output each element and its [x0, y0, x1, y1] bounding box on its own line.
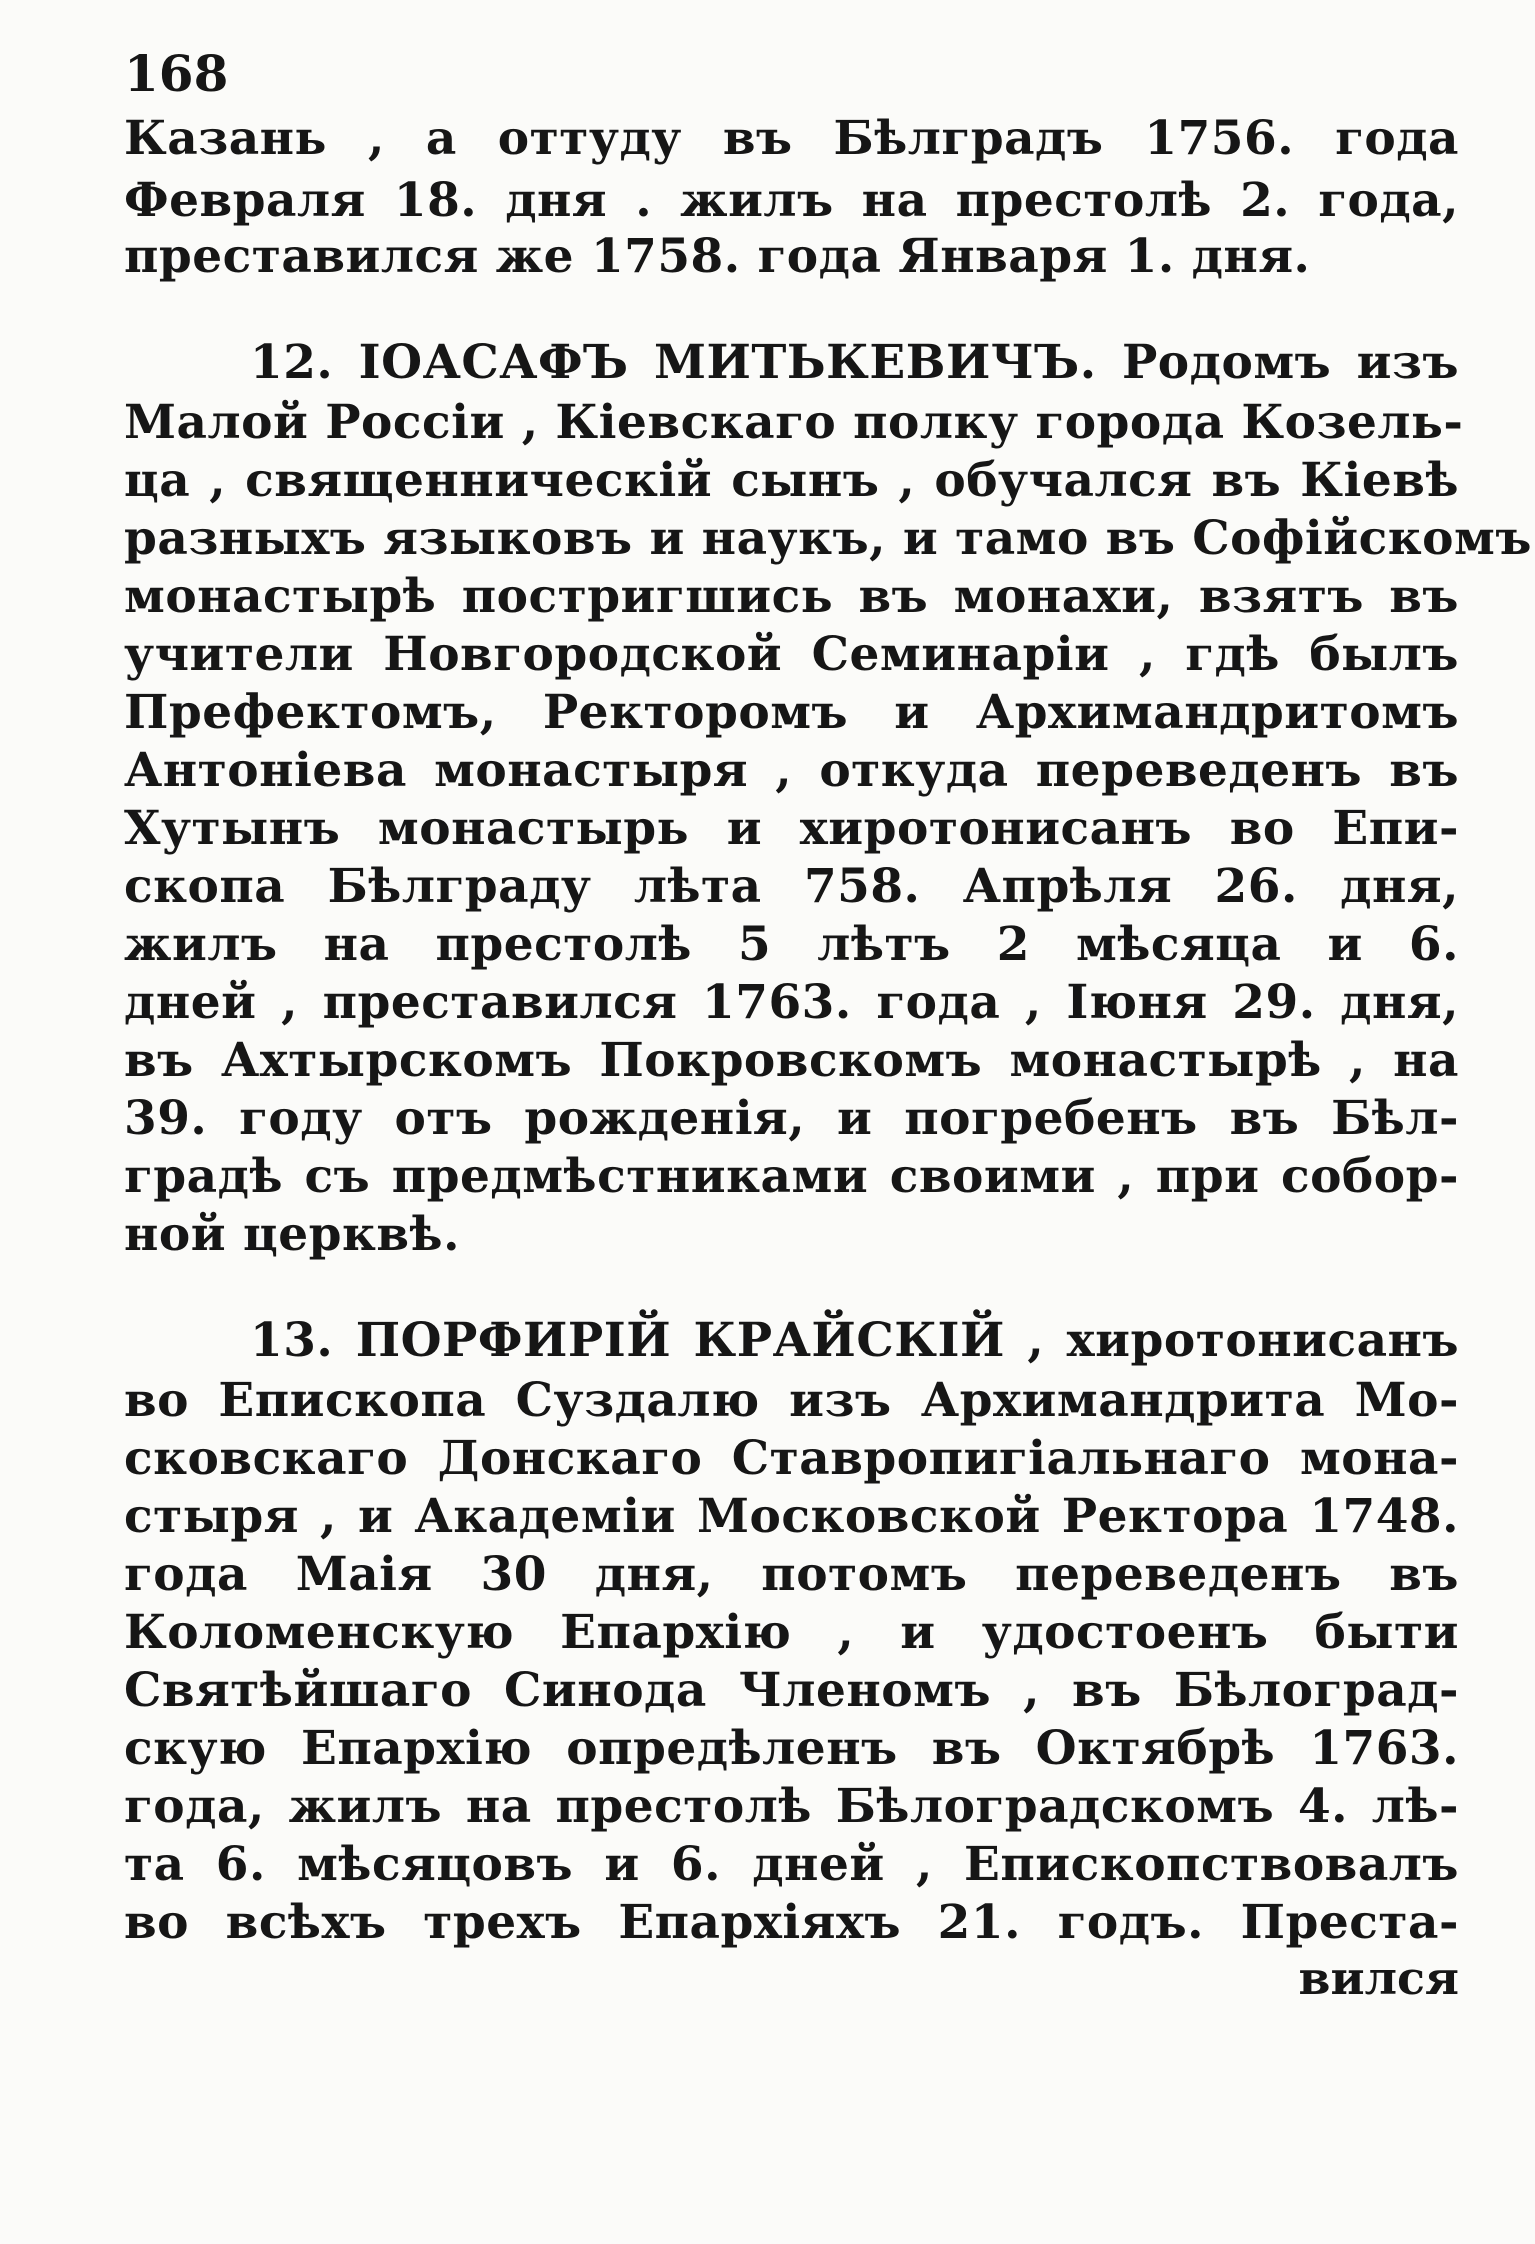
text-line: стыря , и Академiи Московской Ректора 1748.: [124, 1489, 1459, 1544]
text-line: ца , священническiй сынъ , обучался въ Кiевѣ: [124, 453, 1459, 508]
text-line: монастырѣ постригшись въ монахи, взятъ въ: [124, 569, 1459, 624]
text-line: Антонiева монастыря , откуда переведенъ въ: [124, 743, 1459, 798]
text-line: года Маiя 30 дня, потомъ переведенъ въ: [124, 1547, 1459, 1602]
text-line: разныхъ языковъ и наукъ, и тамо въ Софiйскомъ: [124, 511, 1532, 566]
text-line: скопа Бѣлграду лѣта 758. Апрѣля 26. дня,: [124, 859, 1459, 914]
text-line: Святѣйшаго Синода Членомъ , въ Бѣлоград-: [124, 1663, 1459, 1718]
catchword: вился: [1298, 1951, 1459, 2005]
paragraph-heading-line: 12. IОАСАФЪ МИТЬКЕВИЧЪ. Родомъ изъ: [250, 335, 1459, 390]
text-line: сковскаго Донскаго Ставропигiальнаго мона-: [124, 1431, 1459, 1486]
text-line: во Епископа Суздалю изъ Архимандрита Мо-: [124, 1373, 1459, 1428]
page-number: 168: [124, 44, 229, 103]
text-line: Хутынъ монастырь и хиротонисанъ во Епи-: [124, 801, 1459, 856]
text-line: Февраля 18. дня . жилъ на престолѣ 2. года,: [124, 173, 1459, 228]
text-line: Малой Россiи , Кiевскаго полку города Козель-: [124, 395, 1464, 450]
text-line: градѣ съ предмѣстниками своими , при собор-: [124, 1149, 1459, 1204]
text-line: та 6. мѣсяцовъ и 6. дней , Епископствовалъ: [124, 1837, 1459, 1892]
text-line: преставился же 1758. года Января 1. дня.: [124, 229, 1311, 284]
paragraph-heading-line: 13. ПОРФИРIЙ КРАЙСКIЙ , хиротонисанъ: [250, 1313, 1459, 1368]
text-line: ной церквѣ.: [124, 1207, 460, 1262]
text-line: дней , преставился 1763. года , Iюня 29. дня,: [124, 975, 1459, 1030]
text-line: Коломенскую Епархiю , и удостоенъ быти: [124, 1605, 1459, 1660]
text-line: Казань , а оттуду въ Бѣлградъ 1756. года: [124, 111, 1459, 166]
text-line: Префектомъ, Ректоромъ и Архимандритомъ: [124, 685, 1459, 740]
text-line: жилъ на престолѣ 5 лѣтъ 2 мѣсяца и 6.: [124, 917, 1459, 972]
text-line: учители Новгородской Семинарiи , гдѣ былъ: [124, 627, 1459, 682]
text-line: 39. году отъ рожденiя, и погребенъ въ Бѣл-: [124, 1091, 1459, 1146]
text-line: скую Епархiю опредѣленъ въ Октябрѣ 1763.: [124, 1721, 1459, 1776]
text-line: во всѣхъ трехъ Епархiяхъ 21. годъ. Преста-: [124, 1895, 1459, 1950]
text-line: въ Ахтырскомъ Покровскомъ монастырѣ , на: [124, 1033, 1459, 1088]
text-line: года, жилъ на престолѣ Бѣлоградскомъ 4. лѣ-: [124, 1779, 1459, 1834]
